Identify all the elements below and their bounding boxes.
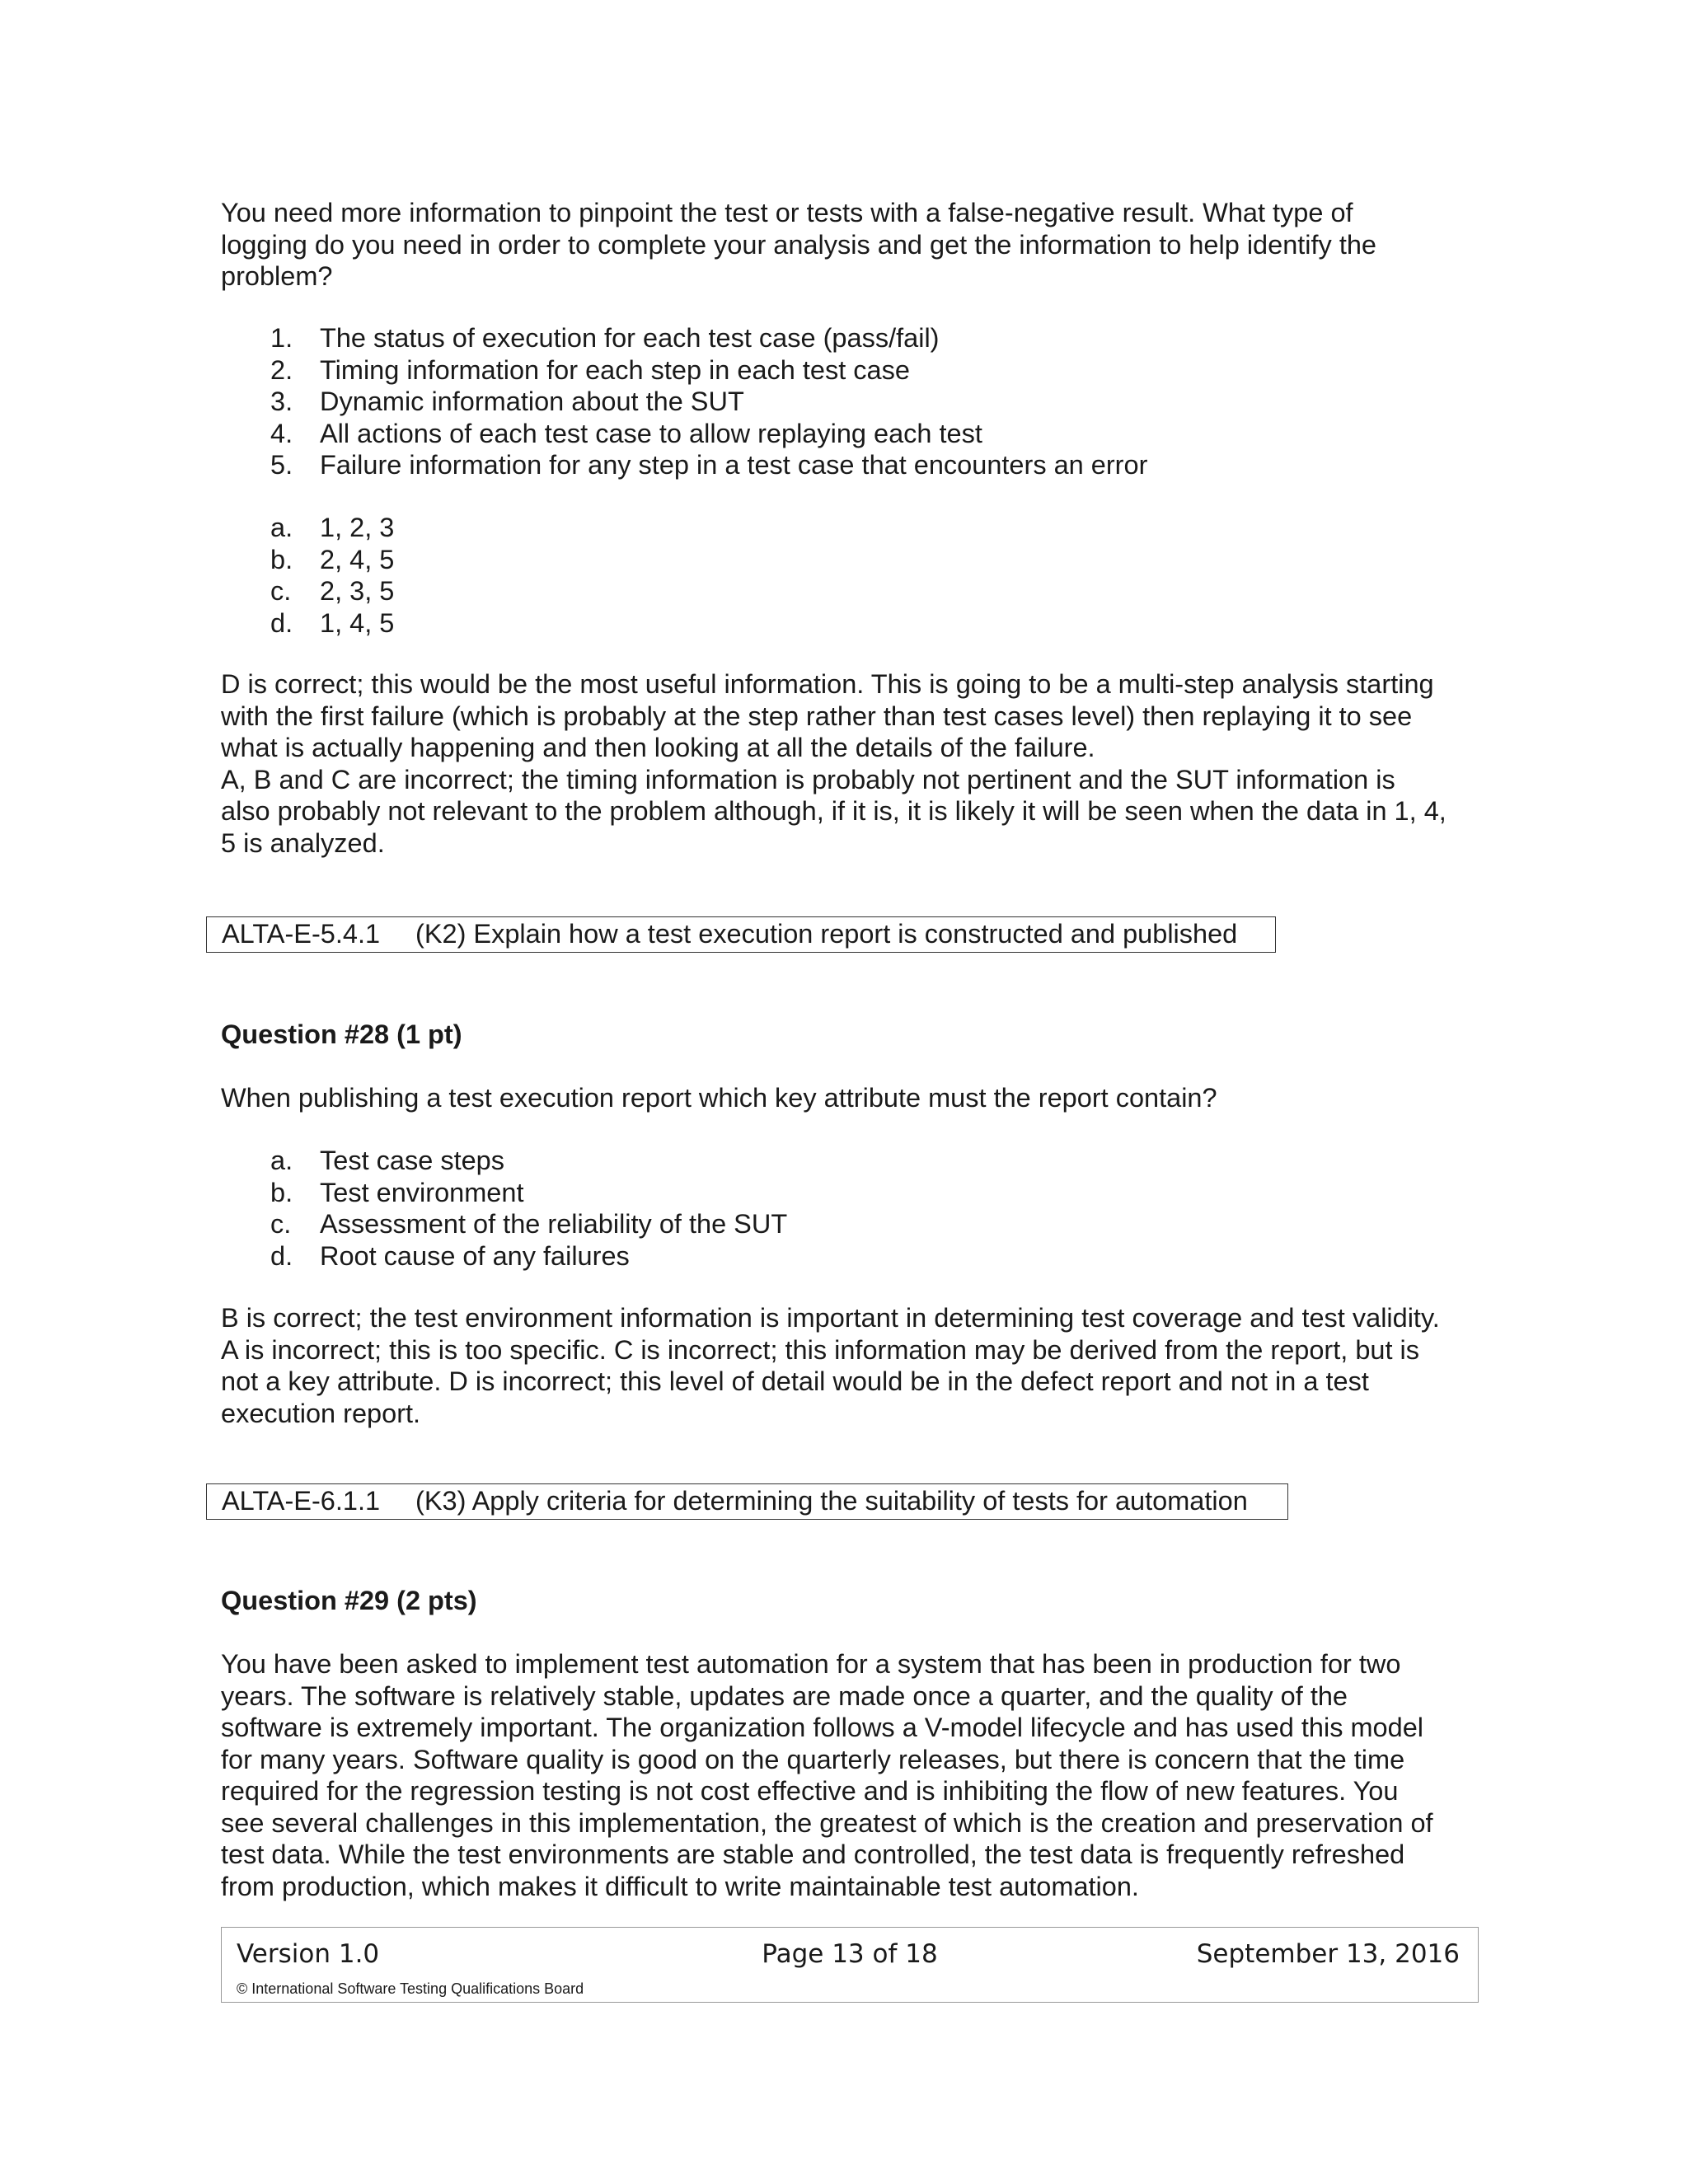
text-line: D is correct; this would be the most useful information. This is going to be a multi-step analysis starting (221, 669, 1434, 699)
text-line: 5 is analyzed. (221, 827, 385, 858)
text-line: for many years. Software quality is good on the quarterly releases, but there is concern that the time (221, 1744, 1405, 1774)
text-line: also probably not relevant to the problem although, if it is, it is likely it will be seen when the data in 1, 4, (221, 796, 1447, 826)
text-line: not a key attribute. D is incorrect; this level of detail would be in the defect report and not in a test (221, 1366, 1369, 1396)
option-item: c. Assessment of the reliability of the SUT (270, 1209, 788, 1239)
list-item: 2. Timing information for each step in each test case (270, 354, 910, 385)
text-line: logging do you need in order to complete your analysis and get the information to help identify the (221, 229, 1377, 260)
footer-copyright: © International Software Testing Qualifications Board (237, 1980, 584, 1997)
learning-objective-box (206, 1483, 1288, 1520)
option-item: a. Test case steps (270, 1146, 504, 1175)
q28-answer-explanation (221, 1302, 1482, 1429)
text-line: A, B and C are incorrect; the timing information is probably not pertinent and the SUT information is (221, 764, 1395, 794)
text-line: You need more information to pinpoint the test or tests with a false-negative result. What type of (221, 198, 1353, 227)
option-item: a. 1, 2, 3 (270, 513, 395, 542)
text-line: problem? (221, 261, 333, 291)
text-line: A is incorrect; this is too specific. C is incorrect; this information may be derived from the report, but is (221, 1334, 1420, 1365)
q27-answer-explanation (221, 668, 1482, 859)
footer-page-number: Page 13 of 18 (762, 1939, 938, 1969)
list-item: 5. Failure information for any step in a test case that encounters an error (270, 450, 1148, 480)
text-line: software is extremely important. The organization follows a V-model lifecycle and has used this model (221, 1713, 1423, 1742)
q27-question-text (221, 197, 1482, 293)
footer-date: September 13, 2016 (1196, 1939, 1460, 1969)
question-heading: Question #28 (1 pt) (221, 1019, 462, 1049)
option-item: d. 1, 4, 5 (270, 607, 395, 638)
q27-numbered-list (270, 322, 1147, 481)
objective-text: (K3) Apply criteria for determining the suitability of tests for automation (415, 1486, 1248, 1516)
question-heading: Question #29 (2 pts) (221, 1586, 477, 1615)
text-line: from production, which makes it difficult to write maintainable test automation. (221, 1871, 1139, 1901)
q27-options-list (270, 512, 394, 639)
option-item: b. Test environment (270, 1177, 524, 1207)
text-line: B is correct; the test environment information is important in determining test coverage and test validity. (221, 1303, 1440, 1333)
option-item: b. 2, 4, 5 (270, 544, 395, 574)
text-line: You have been asked to implement test automation for a system that has been in production for two (221, 1649, 1401, 1679)
footer-version: Version 1.0 (237, 1939, 380, 1969)
text-line: test data. While the test environments are stable and controlled, the test data is frequently refreshed (221, 1840, 1405, 1869)
list-item: 3. Dynamic information about the SUT (270, 387, 744, 416)
learning-objective-box (206, 916, 1276, 953)
text-line: required for the regression testing is not cost effective and is inhibiting the flow of new features. You (221, 1776, 1399, 1806)
list-item: 4. All actions of each test case to allow replaying each test (270, 418, 982, 448)
objective-code: ALTA-E-5.4.1 (222, 919, 381, 949)
option-item: c. 2, 3, 5 (270, 576, 395, 606)
q28-question-text (221, 1082, 1482, 1114)
page-footer (221, 1927, 1479, 2003)
text-line: see several challenges in this implementation, the greatest of which is the creation and preservation of (221, 1807, 1433, 1838)
text-line: years. The software is relatively stable, updates are made once a quarter, and the quality of the (221, 1680, 1348, 1711)
text-line: execution report. (221, 1398, 421, 1428)
option-item: d. Root cause of any failures (270, 1240, 630, 1271)
objective-text: (K2) Explain how a test execution report is constructed and published (415, 919, 1238, 949)
text-line: with the first failure (which is probably at the step rather than test cases level) then replaying it to see (221, 701, 1413, 731)
q29-scenario-text (221, 1648, 1482, 1902)
text-line: When publishing a test execution report which key attribute must the report contain? (221, 1083, 1217, 1113)
list-item: 1. The status of execution for each test case (pass/fail) (270, 323, 940, 353)
text-line: what is actually happening and then looking at all the details of the failure. (221, 733, 1095, 762)
q28-options-list (270, 1145, 787, 1272)
objective-code: ALTA-E-6.1.1 (222, 1486, 381, 1516)
